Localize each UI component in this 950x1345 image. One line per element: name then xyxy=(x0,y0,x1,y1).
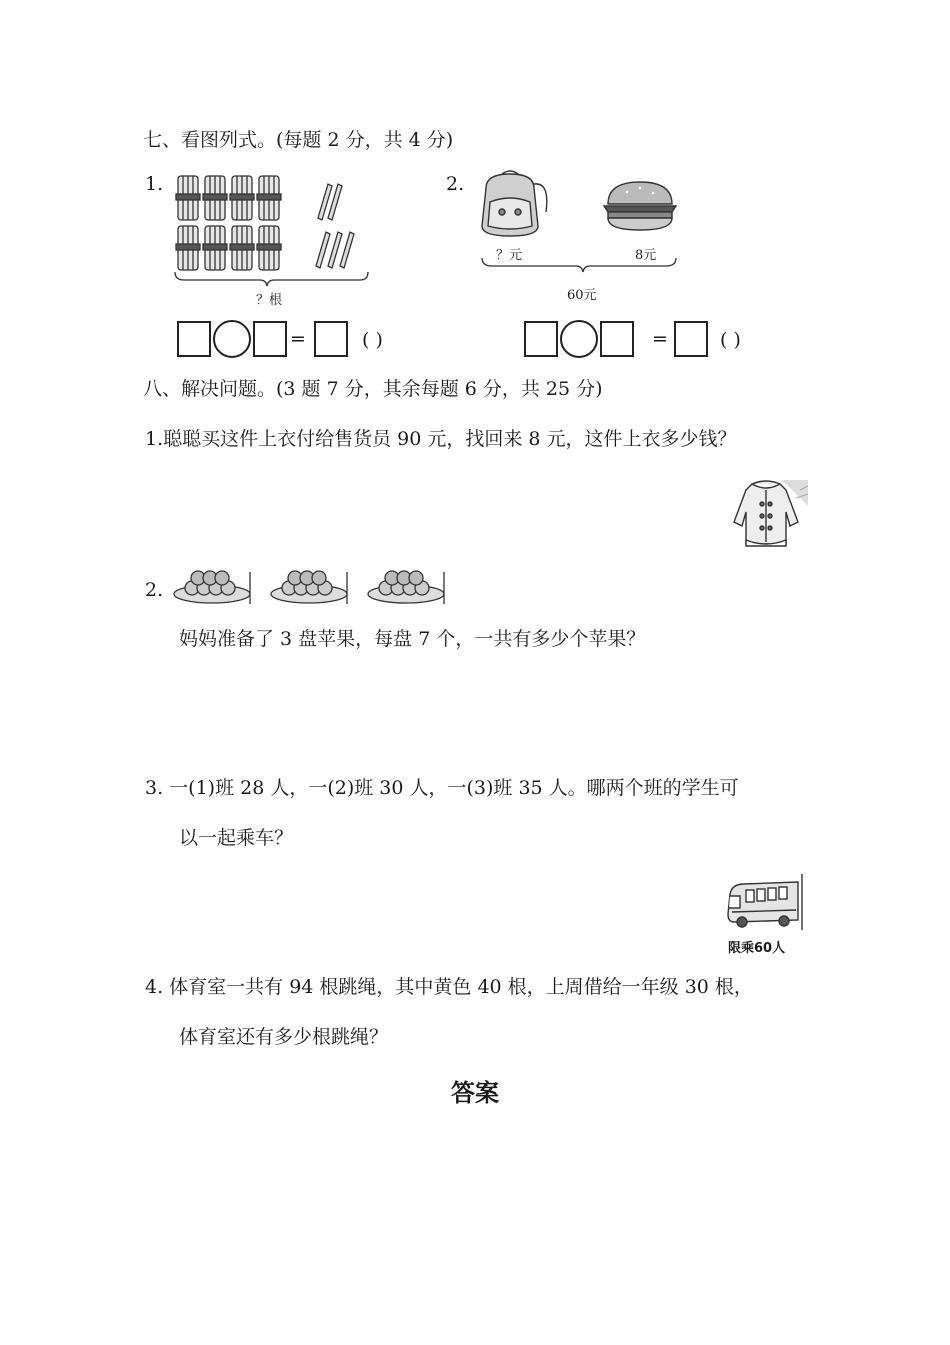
apple-plate-icon xyxy=(271,571,347,604)
q1-unit-paren[interactable]: ( ) xyxy=(362,329,383,351)
problem-3-text-line2: 以一起乘车？ xyxy=(179,827,294,849)
q1-answer-box-1[interactable] xyxy=(177,321,211,357)
q2-answer-box-1[interactable] xyxy=(524,321,558,357)
stick-bundle-icon xyxy=(257,226,281,270)
problem-2-number: 2. xyxy=(145,579,164,601)
q2-operator-circle[interactable] xyxy=(560,320,598,358)
q2-answer-box-result[interactable] xyxy=(674,321,708,357)
answer-title: 答案 xyxy=(451,1079,499,1107)
bus-icon xyxy=(724,874,804,932)
problem-4-text-line1: 4. 体育室一共有 94 根跳绳，其中黄色 40 根，上周借给一年级 30 根， xyxy=(145,976,753,998)
q2-number: 2. xyxy=(446,173,465,195)
problem-2-text: 妈妈准备了 3 盘苹果，每盘 7 个，一共有多少个苹果？ xyxy=(179,628,646,650)
q2-answer-box-2[interactable] xyxy=(600,321,634,357)
stick-bundle-icon xyxy=(257,176,281,220)
stick-bundle-icon xyxy=(203,226,227,270)
stick-bundle-icon xyxy=(176,176,200,220)
problem-1-text: 1.聪聪买这件上衣付给售货员 90 元，找回来 8 元，这件上衣多少钱？ xyxy=(145,428,737,450)
q2-item2-price: 8元 xyxy=(635,248,657,263)
problem-4-text-line2: 体育室还有多少根跳绳？ xyxy=(179,1026,389,1048)
stick-bundle-icon xyxy=(203,176,227,220)
apple-plate-icon xyxy=(174,571,250,604)
q1-operator-circle[interactable] xyxy=(213,320,251,358)
loose-sticks-icon xyxy=(316,184,354,268)
section8-heading: 八、解决问题。(3 题 7 分，其余每题 6 分，共 25 分) xyxy=(143,378,603,400)
q1-number: 1. xyxy=(145,173,164,195)
problem-3-text-line1: 3. 一(1)班 28 人，一(2)班 30 人，一(3)班 35 人。哪两个班的学生可 xyxy=(145,777,739,799)
q1-answer-box-result[interactable] xyxy=(314,321,348,357)
hamburger-icon xyxy=(604,182,676,230)
q2-total: 60元 xyxy=(567,288,597,303)
stick-bundle-icon xyxy=(230,226,254,270)
coat-icon xyxy=(722,476,808,550)
apple-plate-icon xyxy=(368,571,444,604)
section7-heading: 七、看图列式。(每题 2 分，共 4 分) xyxy=(143,129,454,151)
stick-bundles-figure xyxy=(170,168,390,293)
apple-plates-figure xyxy=(172,566,452,608)
q1-brace-label: ？根 xyxy=(256,293,283,308)
equals-sign: = xyxy=(290,328,306,350)
backpack-icon xyxy=(482,171,547,236)
brace-icon xyxy=(175,272,368,286)
q2-unit-paren[interactable]: ( ) xyxy=(720,329,741,351)
q1-answer-box-2[interactable] xyxy=(253,321,287,357)
q2-item1-price: ？元 xyxy=(496,248,523,263)
equals-sign: = xyxy=(652,328,668,350)
stick-bundle-icon xyxy=(230,176,254,220)
stick-bundle-icon xyxy=(176,226,200,270)
bus-capacity-label: 限乘60人 xyxy=(728,941,786,956)
